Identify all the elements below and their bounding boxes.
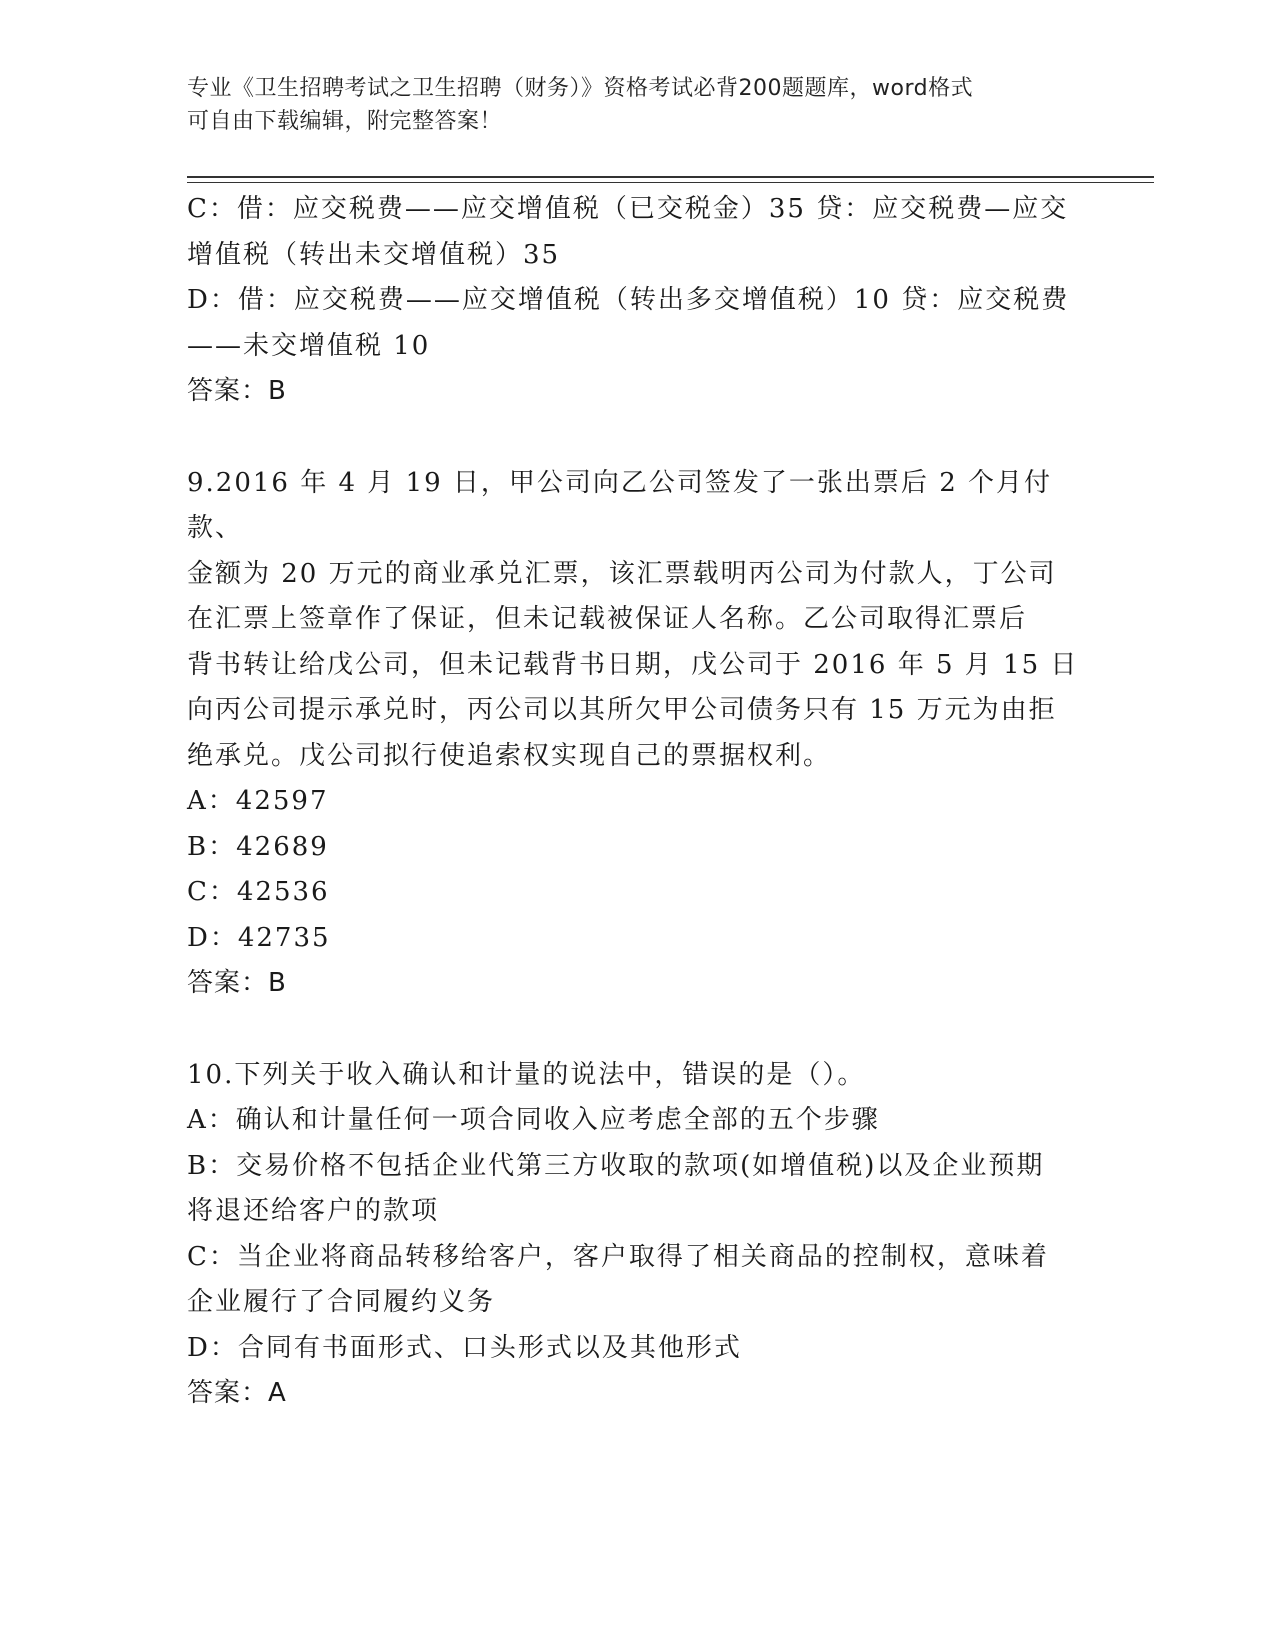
q10-option-b-line-2: 将退还给客户的款项: [187, 1196, 440, 1226]
q9-stem-line-4: 背书转让给戊公司，但未记载背书日期，戊公司于 2016 年 5 月 15 日: [187, 649, 1079, 680]
q8-option-c-line-1: C：借：应交税费——应交增值税（已交税金）35 贷：应交税费—应交: [187, 194, 1069, 224]
q10-option-a: A：确认和计量任何一项合同收入应考虑全部的五个步骤: [187, 1105, 880, 1135]
q10-option-b-line-1: B：交易价格不包括企业代第三方收取的款项(如增值税)以及企业预期: [187, 1150, 1045, 1181]
q10-option-c-line-1: C：当企业将商品转移给客户，客户取得了相关商品的控制权，意味着: [187, 1241, 1049, 1272]
spacer: [187, 1007, 1087, 1053]
document-header: [187, 72, 1067, 138]
q8-answer: 答案：B: [187, 376, 287, 406]
q9-stem-line-6: 绝承兑。戊公司拟行使追索权实现自己的票据权利。: [187, 740, 832, 771]
question-8-block: [187, 187, 1087, 415]
q9-option-b: B：42689: [187, 831, 329, 862]
q10-stem: 10.下列关于收入确认和计量的说法中，错误的是（）。: [187, 1059, 866, 1090]
header-divider-thin: [187, 182, 1154, 183]
q10-answer: 答案：A: [187, 1378, 287, 1408]
q9-option-d: D：42735: [187, 922, 331, 953]
spacer: [187, 415, 1087, 461]
q9-stem-line-3: 在汇票上签章作了保证，但未记载被保证人名称。乙公司取得汇票后: [187, 604, 1028, 634]
question-10-block: [187, 1053, 1087, 1417]
q9-answer: 答案：B: [187, 968, 287, 998]
q9-option-a: A：42597: [187, 786, 329, 816]
header-line-2: 可自由下载编辑，附完整答案！: [187, 109, 503, 134]
question-9-block: [187, 461, 1087, 1007]
q9-stem-line-1: 9.2016 年 4 月 19 日，甲公司向乙公司签发了一张出票后 2 个月付款、: [187, 467, 1052, 543]
q8-option-c-line-2: 增值税（转出未交增值税）35: [187, 239, 561, 270]
q9-stem-line-5: 向丙公司提示承兑时，丙公司以其所欠甲公司债务只有 15 万元为由拒: [187, 695, 1057, 725]
q9-option-c: C：42536: [187, 877, 330, 907]
q10-option-c-line-2: 企业履行了合同履约义务: [187, 1287, 496, 1317]
q8-option-d-line-2: ——未交增值税 10: [187, 330, 431, 361]
document-body: [187, 187, 1087, 1417]
header-line-1: 专业《卫生招聘考试之卫生招聘（财务）》资格考试必背200题题库，word格式: [187, 76, 974, 101]
q10-option-d: D：合同有书面形式、口头形式以及其他形式: [187, 1332, 742, 1363]
header-divider-thick: [187, 176, 1154, 178]
q9-stem-line-2: 金额为 20 万元的商业承兑汇票，该汇票载明丙公司为付款人，丁公司: [187, 558, 1057, 589]
q8-option-d-line-1: D：借：应交税费——应交增值税（转出多交增值税）10 贷：应交税费: [187, 285, 1070, 315]
